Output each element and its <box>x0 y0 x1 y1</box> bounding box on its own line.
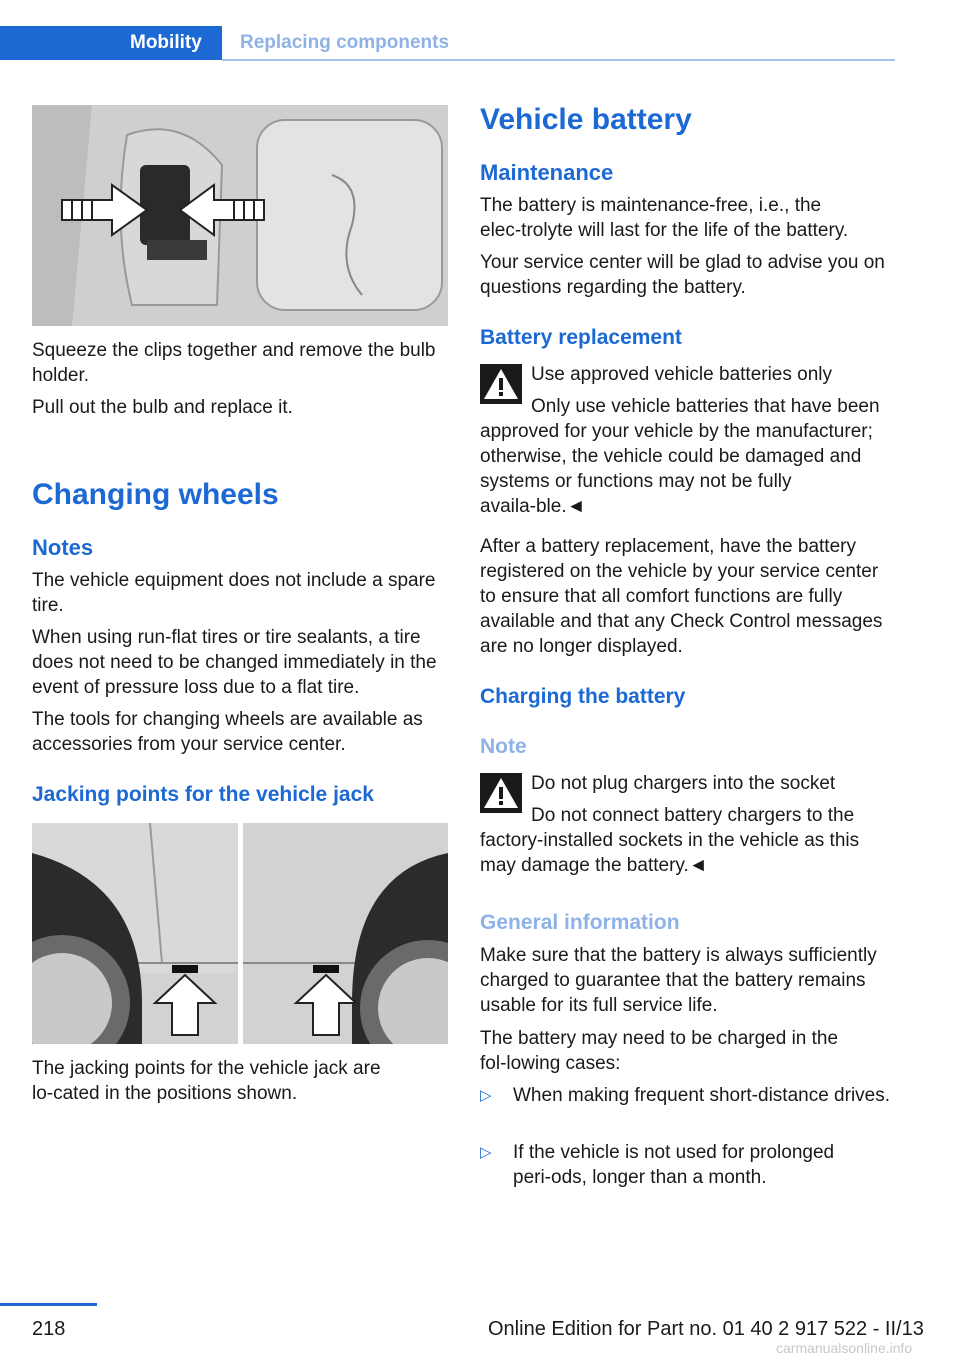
bulb-step-2: Pull out the bulb and replace it. <box>32 397 293 418</box>
bulb-step-1: Squeeze the clips together and remove the bulb holder. <box>32 340 436 386</box>
warning-2-title: Do not plug chargers into the socket <box>531 773 836 794</box>
battery-replacement-paragraph: After a battery replacement, have the battery registered on the vehicle by your service center to ensure that all comfort functions are fully available and that any Check Control messages are no longer displayed. <box>480 536 883 657</box>
maintenance-paragraph-2: Your service center will be glad to advise you on questions regarding the battery. <box>480 252 885 298</box>
header-tabs <box>0 26 895 60</box>
notes-paragraph-1: The vehicle equipment does not include a spare tire. <box>32 570 436 616</box>
page-number: 218 <box>32 1318 66 1340</box>
general-paragraph-2: The battery may need to be charged in the fol‑lowing cases: <box>480 1028 839 1074</box>
bullet-marker: ▷ <box>480 1144 492 1161</box>
edition-label: Online Edition for Part no. 01 40 2 917 522 - II/13 <box>488 1318 924 1340</box>
jacking-points-heading: Jacking points for the vehicle jack <box>32 783 374 806</box>
warning-1-title: Use approved vehicle batteries only <box>531 364 833 385</box>
list-item-text: If the vehicle is not used for prolonged peri‑ods, longer than a month. <box>513 1142 835 1188</box>
bullet-marker: ▷ <box>480 1087 492 1104</box>
section-tab[interactable]: Replacing components <box>240 32 450 53</box>
chapter-tab[interactable]: Mobility <box>0 26 222 60</box>
warning-1-body: Only use vehicle batteries that have been approved for your vehicle by the manufacturer; otherwise, the vehicle could be damaged and systems or functions may not be fully availa‑ble.◄ <box>480 396 880 517</box>
maintenance-heading: Maintenance <box>480 160 614 185</box>
notes-paragraph-3: The tools for changing wheels are available as accessories from your service center. <box>32 709 423 755</box>
notes-paragraph-2: When using run‑flat tires or tire sealants, a tire does not need to be changed immediately in the event of pressure loss due to a flat tire. <box>32 627 437 698</box>
list-item-text: When making frequent short‑distance drives. <box>513 1085 891 1106</box>
general-information-heading: General information <box>480 911 680 934</box>
notes-heading: Notes <box>32 535 94 560</box>
vehicle-battery-heading: Vehicle battery <box>480 103 692 136</box>
footer-divider <box>0 1303 97 1306</box>
note-heading: Note <box>480 735 527 758</box>
changing-wheels-heading: Changing wheels <box>32 478 279 511</box>
watermark: carmanualsonline.info <box>776 1340 913 1356</box>
jacking-points-image <box>32 823 448 1044</box>
jacking-points-caption: The jacking points for the vehicle jack are lo‑cated in the positions shown. <box>32 1058 381 1104</box>
charging-battery-heading: Charging the battery <box>480 685 686 708</box>
battery-replacement-heading: Battery replacement <box>480 326 682 349</box>
warning-2-body: Do not connect battery chargers to the factory‑installed sockets in the vehicle as this may damage the battery.◄ <box>480 805 860 876</box>
maintenance-paragraph-1: The battery is maintenance‑free, i.e., the elec‑trolyte will last for the life of the battery. <box>480 195 849 241</box>
general-paragraph-1: Make sure that the battery is always sufficiently charged to guarantee that the battery remains usable for its full service life. <box>480 945 877 1016</box>
header-divider <box>222 59 895 61</box>
bulb-holder-image <box>32 105 448 326</box>
